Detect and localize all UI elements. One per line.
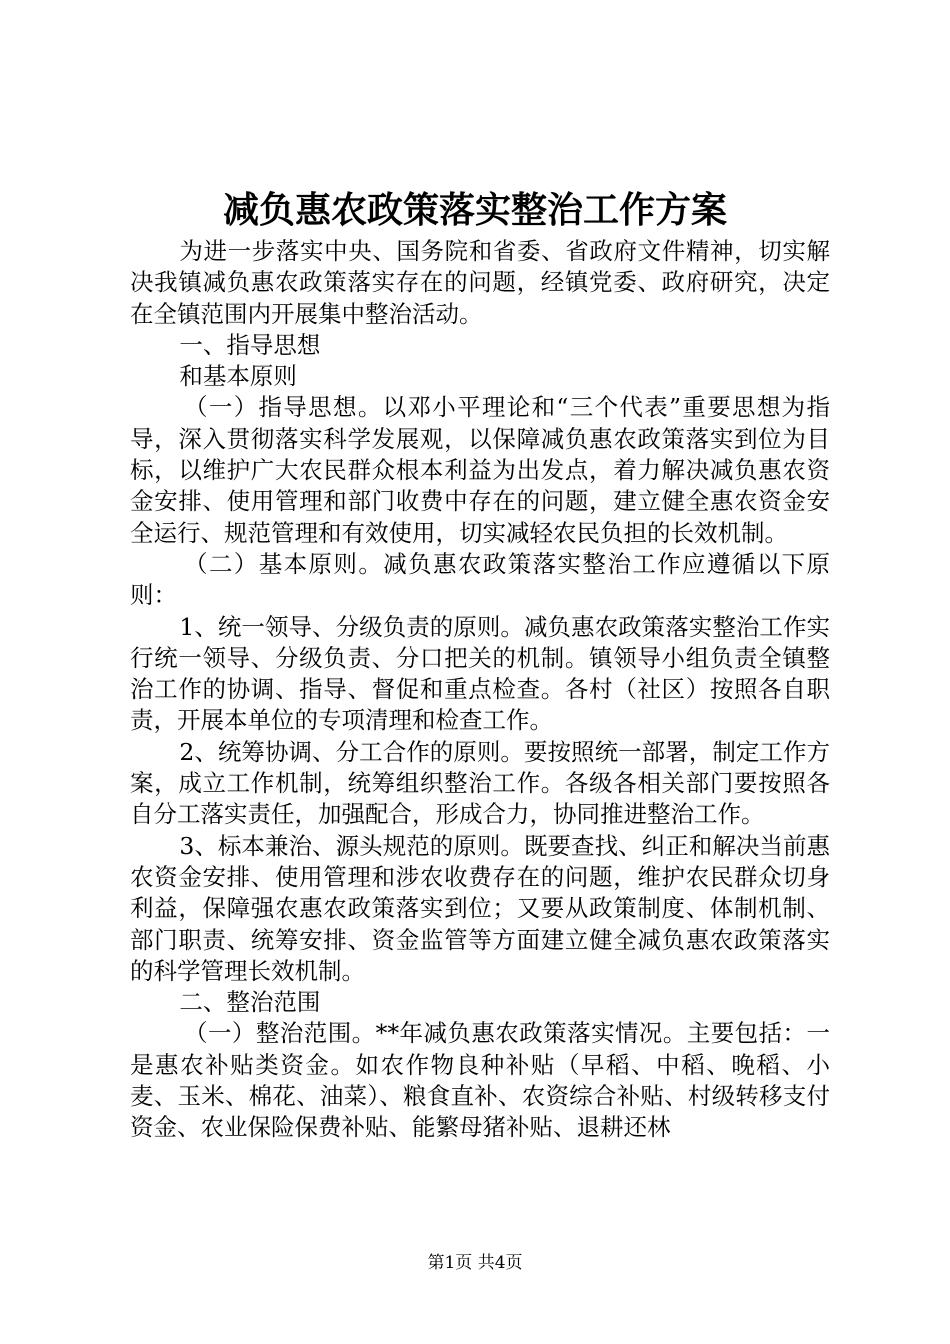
- section-heading: 二、整治范围: [179, 988, 321, 1017]
- principle-3-paragraph: 3、标本兼治、源头规范的原则。既要查找、纠正和解决当前惠农资金安排、使用管理和涉农收费存在的问题，维护农民群众切身利益，保障强农惠农政策落实到位；又要从政策制度、体制机制、部门职责、统筹安排、资金监管等方面建立健全减负惠农政策落实的科学管理长效机制。: [130, 831, 830, 985]
- page-footer: 第1页 共4页: [427, 1253, 523, 1273]
- principle-2-paragraph: 2、统筹协调、分工合作的原则。要按照统一部署，制定工作方案，成立工作机制，统筹组织整治工作。各级各相关部门要按照各自分工落实责任，加强配合，形成合力，协同推进整治工作。: [130, 737, 830, 829]
- scope-paragraph: （一）整治范围。**年减负惠农政策落实情况。主要包括：一是惠农补贴类资金。如农作物良种补贴（早稻、中稻、晚稻、小麦、玉米、棉花、油菜）、粮食直补、农资综合补贴、村级转移支付资金、农业保险保费补贴、能繁母猪补贴、退耕还林: [130, 1019, 830, 1142]
- intro-paragraph: 为进一步落实中央、国务院和省委、省政府文件精神，切实解决我镇减负惠农政策落实存在的问题，经镇党委、政府研究，决定在全镇范围内开展集中整治活动。: [130, 237, 830, 328]
- document-title: 减负惠农政策落实整治工作方案: [222, 189, 727, 231]
- document-body: [130, 236, 830, 1144]
- section-heading-continued: 和基本原则: [179, 362, 297, 391]
- guiding-thought-paragraph: （一）指导思想。以邓小平理论和“三个代表”重要思想为指导，深入贯彻落实科学发展观，以保障减负惠农政策落实到位为目标，以维护广大农民群众根本利益为出发点，着力解决减负惠农资金安排、使用管理和部门收费中存在的问题，建立健全惠农资金安全运行、规范管理和有效使用，切实减轻农民负担的长效机制。: [130, 393, 830, 547]
- principle-1-paragraph: 1、统一领导、分级负责的原则。减负惠农政策落实整治工作实行统一领导、分级负责、分口把关的机制。镇领导小组负责全镇整治工作的协调、指导、督促和重点检查。各村（社区）按照各自职责，开展本单位的专项清理和检查工作。: [130, 612, 830, 735]
- basic-principles-paragraph: （二）基本原则。减负惠农政策落实整治工作应遵循以下原则：: [130, 549, 830, 610]
- section-heading: 一、指导思想: [179, 330, 321, 359]
